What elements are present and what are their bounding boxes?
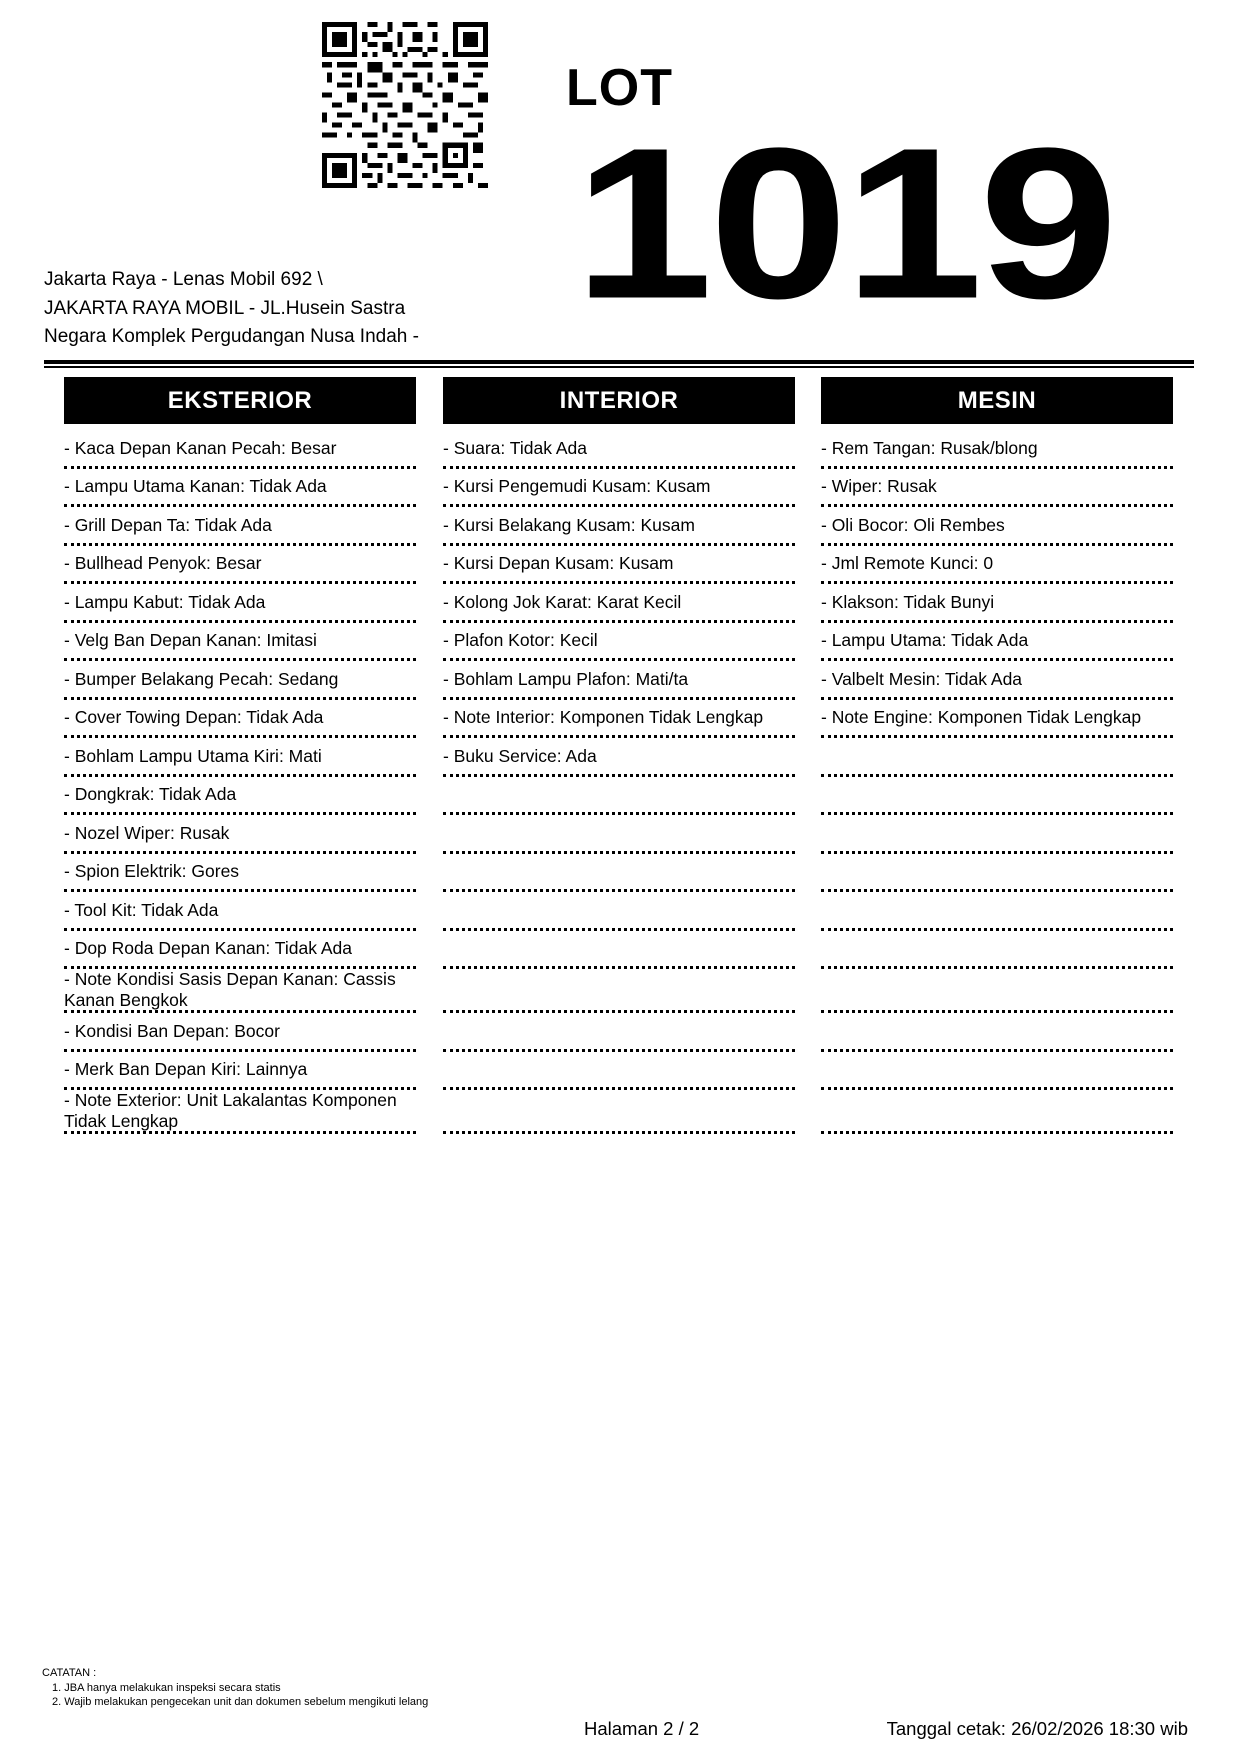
list-item: - Jml Remote Kunci: 0 (821, 546, 1173, 585)
list-item: - Klakson: Tidak Bunyi (821, 584, 1173, 623)
exterior-header: EKSTERIOR (64, 377, 416, 424)
list-item: - Note Engine: Komponen Tidak Lengkap (821, 700, 1173, 739)
list-item: - Dongkrak: Tidak Ada (64, 777, 416, 816)
empty-row (821, 1013, 1173, 1052)
empty-row (443, 969, 795, 1013)
empty-row (443, 777, 795, 816)
list-item: - Bumper Belakang Pecah: Sedang (64, 661, 416, 700)
empty-row (821, 1090, 1173, 1134)
list-item: - Oli Bocor: Oli Rembes (821, 507, 1173, 546)
notes (42, 1666, 428, 1710)
list-item: - Bohlam Lampu Utama Kiri: Mati (64, 738, 416, 777)
dealer-address (44, 266, 484, 352)
list-item: - Rem Tangan: Rusak/blong (821, 430, 1173, 469)
list-item: - Wiper: Rusak (821, 469, 1173, 508)
empty-row (443, 815, 795, 854)
list-item: - Lampu Kabut: Tidak Ada (64, 584, 416, 623)
list-item: - Velg Ban Depan Kanan: Imitasi (64, 623, 416, 662)
header-divider (44, 360, 1194, 364)
list-item: - Bohlam Lampu Plafon: Mati/ta (443, 661, 795, 700)
address-line: Jakarta Raya - Lenas Mobil 692 \ (44, 269, 323, 290)
list-item: - Buku Service: Ada (443, 738, 795, 777)
list-item: - Grill Depan Ta: Tidak Ada (64, 507, 416, 546)
list-item: - Suara: Tidak Ada (443, 430, 795, 469)
list-item: - Kursi Pengemudi Kusam: Kusam (443, 469, 795, 508)
notes-title: CATATAN : (42, 1667, 97, 1679)
list-item: - Tool Kit: Tidak Ada (64, 892, 416, 931)
empty-row (821, 1052, 1173, 1091)
address-line: Negara Komplek Pergudangan Nusa Indah - (44, 326, 419, 347)
empty-row (821, 738, 1173, 777)
list-item: - Dop Roda Depan Kanan: Tidak Ada (64, 931, 416, 970)
empty-row (443, 1013, 795, 1052)
empty-row (821, 892, 1173, 931)
empty-row (443, 1052, 795, 1091)
page-number: Halaman 2 / 2 (584, 1718, 700, 1739)
exterior-section (64, 377, 416, 1134)
empty-row (443, 1090, 795, 1134)
qr-code (322, 22, 488, 188)
list-item: - Spion Elektrik: Gores (64, 854, 416, 893)
note-item: 2. Wajib melakukan pengecekan unit dan dokumen sebelum mengikuti lelang (52, 1696, 429, 1708)
list-item: - Lampu Utama Kanan: Tidak Ada (64, 469, 416, 508)
list-item: - Note Interior: Komponen Tidak Lengkap (443, 700, 795, 739)
interior-section (443, 377, 795, 1134)
lot-number: 1019 (574, 103, 1115, 344)
list-item: - Lampu Utama: Tidak Ada (821, 623, 1173, 662)
list-item: - Note Exterior: Unit Lakalantas Komponen Tidak Lengkap (64, 1090, 416, 1134)
engine-section (821, 377, 1173, 1134)
list-item: - Cover Towing Depan: Tidak Ada (64, 700, 416, 739)
header-divider-thin (44, 366, 1194, 368)
address-line: JAKARTA RAYA MOBIL - JL.Husein Sastra (44, 297, 406, 319)
list-item: - Kondisi Ban Depan: Bocor (64, 1013, 416, 1052)
print-date: Tanggal cetak: 26/02/2026 18:30 wib (886, 1718, 1188, 1739)
list-item: - Plafon Kotor: Kecil (443, 623, 795, 662)
empty-row (821, 969, 1173, 1013)
list-item: - Kaca Depan Kanan Pecah: Besar (64, 430, 416, 469)
interior-header: INTERIOR (443, 377, 795, 424)
empty-row (821, 777, 1173, 816)
empty-row (443, 931, 795, 970)
list-item: - Bullhead Penyok: Besar (64, 546, 416, 585)
list-item: - Note Kondisi Sasis Depan Kanan: Cassis Kanan Bengkok (64, 969, 416, 1013)
lot-label: LOT (566, 59, 673, 117)
empty-row (821, 815, 1173, 854)
empty-row (821, 854, 1173, 893)
list-item: - Merk Ban Depan Kiri: Lainnya (64, 1052, 416, 1091)
list-item: - Kursi Depan Kusam: Kusam (443, 546, 795, 585)
empty-row (443, 892, 795, 931)
list-item: - Nozel Wiper: Rusak (64, 815, 416, 854)
engine-header: MESIN (821, 377, 1173, 424)
note-item: 1. JBA hanya melakukan inspeksi secara statis (52, 1681, 281, 1694)
list-item: - Valbelt Mesin: Tidak Ada (821, 661, 1173, 700)
empty-row (821, 931, 1173, 970)
empty-row (443, 854, 795, 893)
list-item: - Kolong Jok Karat: Karat Kecil (443, 584, 795, 623)
list-item: - Kursi Belakang Kusam: Kusam (443, 507, 795, 546)
